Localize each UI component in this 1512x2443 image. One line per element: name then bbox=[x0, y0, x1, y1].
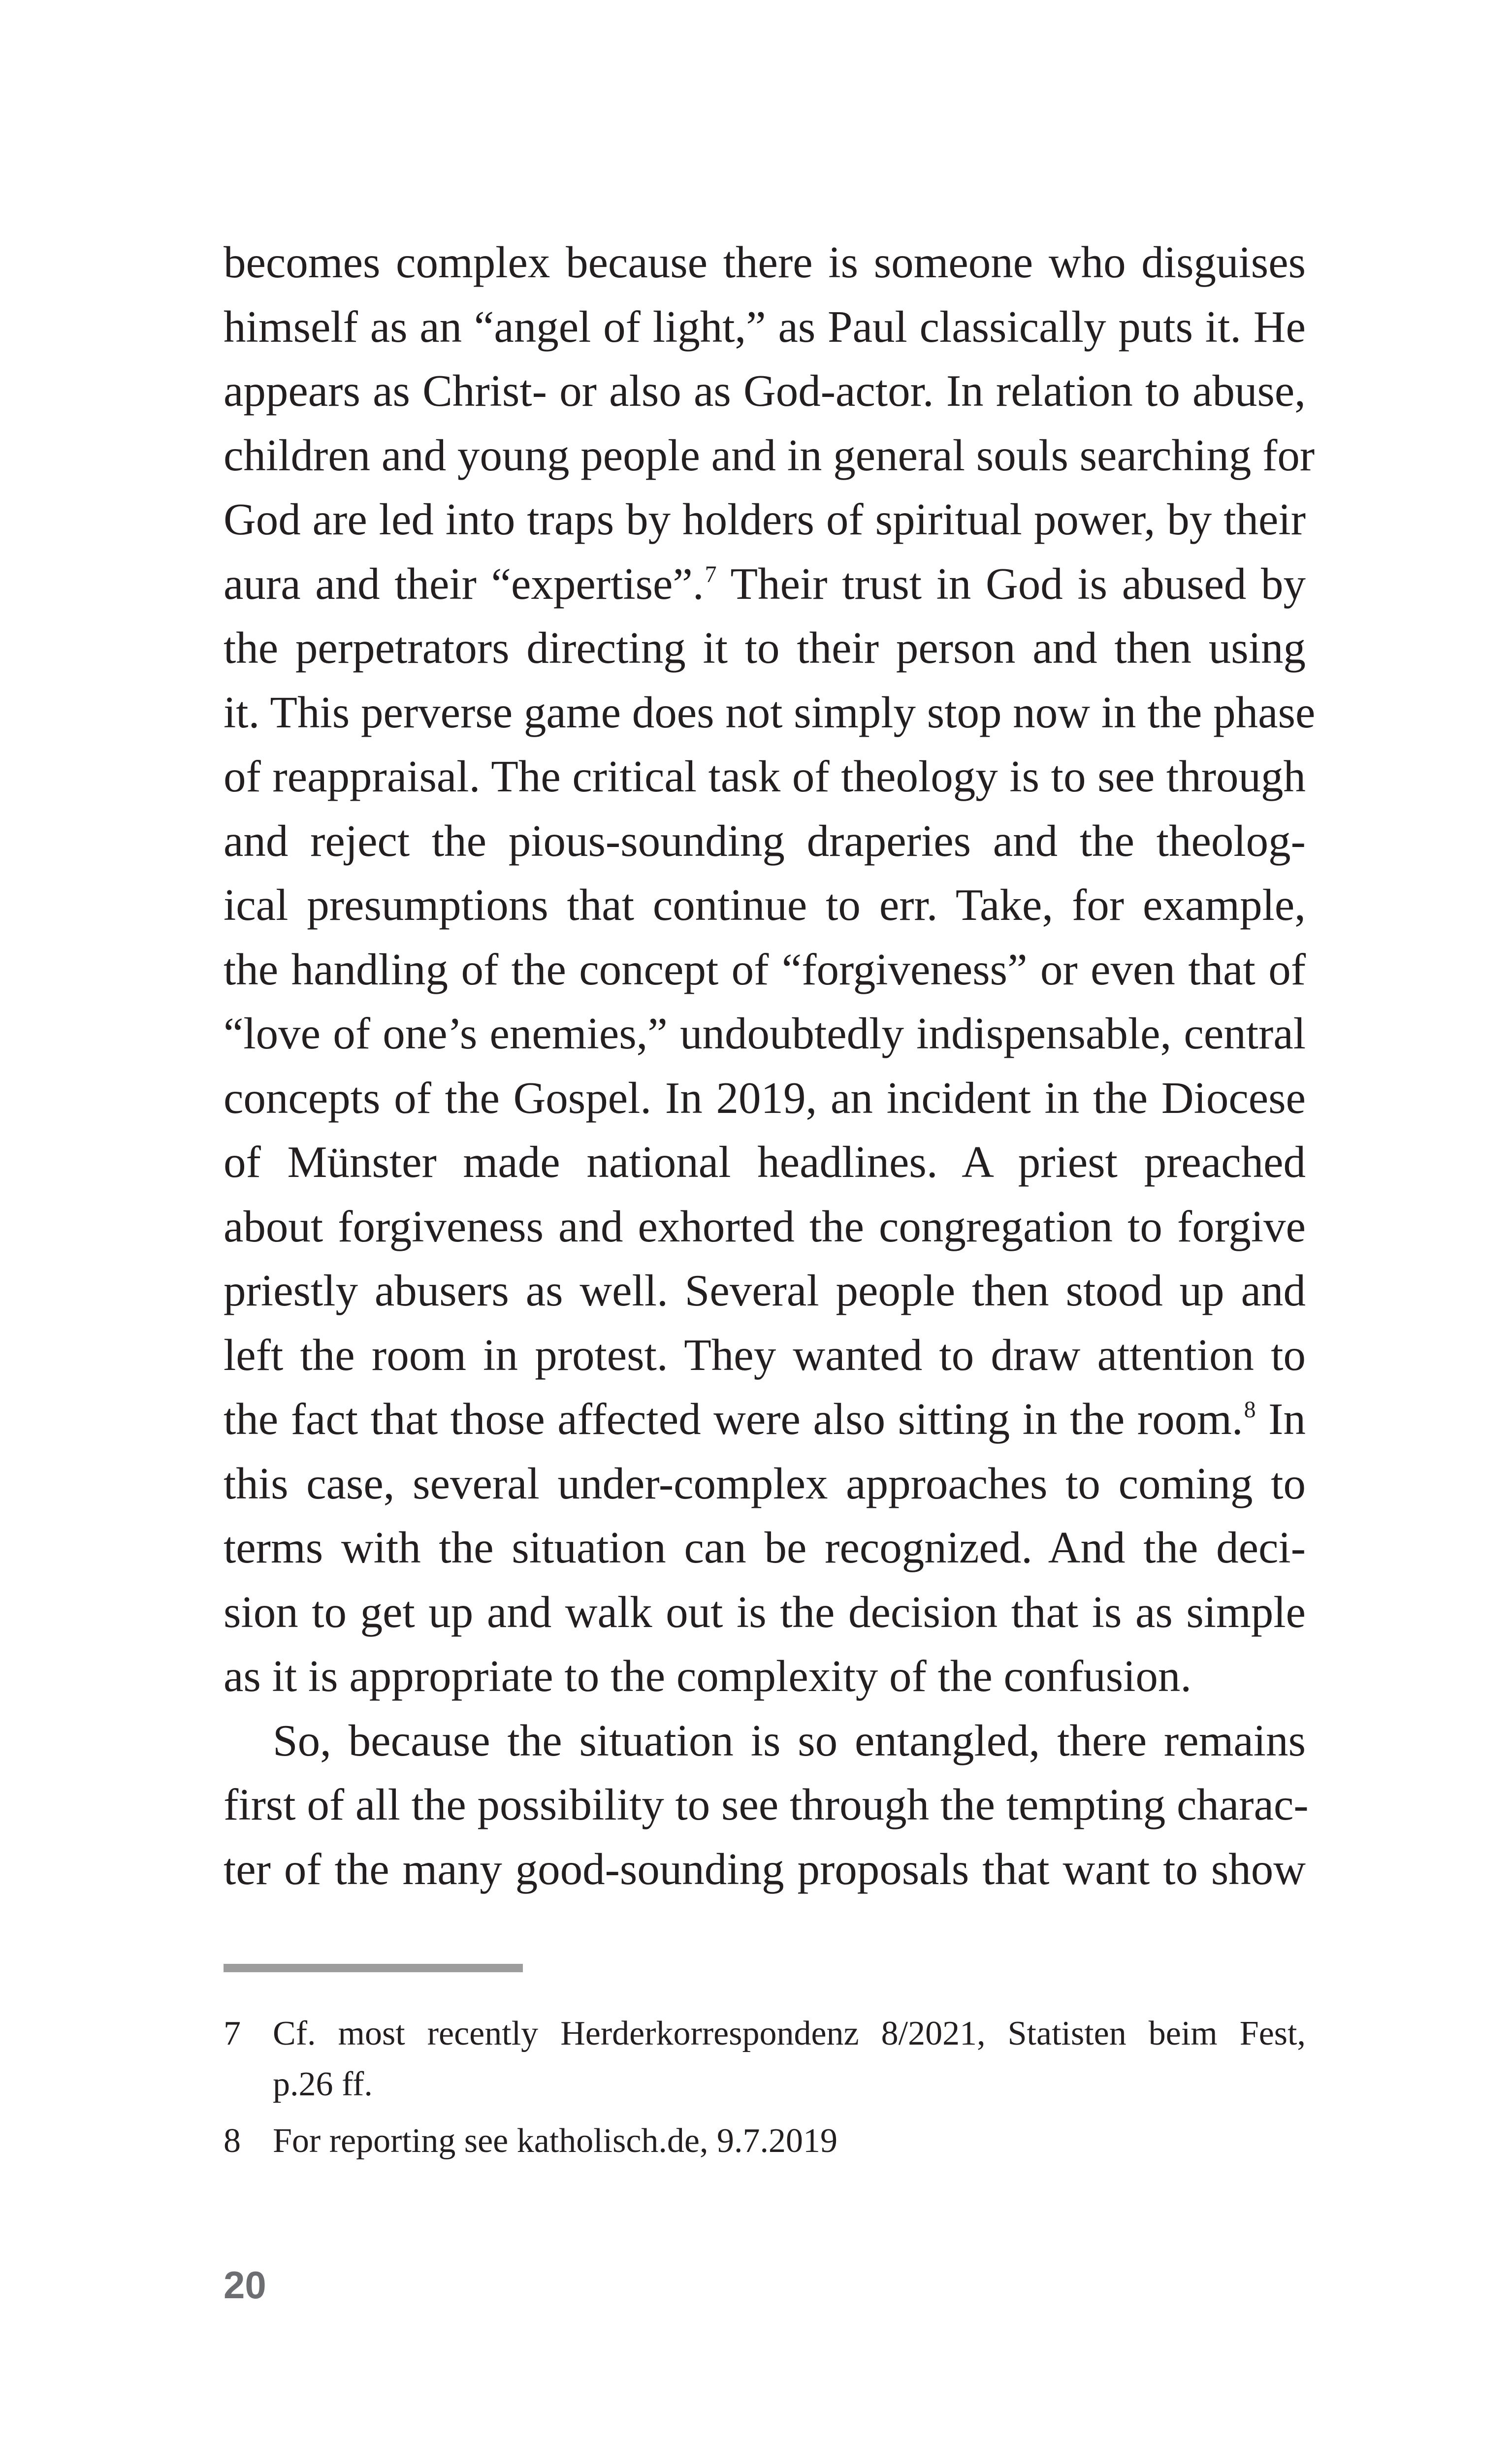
text-line: and reject the pious-sounding draperies and the theolog- bbox=[224, 815, 1306, 866]
text-line: about forgiveness and exhorted the congregation to forgive bbox=[224, 1201, 1306, 1251]
text-line bbox=[224, 552, 1306, 617]
text-line: of reappraisal. The critical task of theology is to see through bbox=[224, 751, 1306, 801]
footnote-line: For reporting see katholisch.de, 9.7.2019 bbox=[273, 2122, 838, 2160]
text-line bbox=[224, 1387, 1306, 1452]
footnote-text bbox=[273, 2116, 1306, 2166]
text-line: of Münster made national headlines. A priest preached bbox=[224, 1137, 1306, 1187]
text-segment: Their trust in God is abused by bbox=[716, 558, 1306, 609]
text-line: priestly abusers as well. Several people then stood up and bbox=[224, 1266, 1306, 1315]
text-line: as it is appropriate to the complexity of the confusion. bbox=[224, 1651, 1192, 1701]
text-line: the handling of the concept of “forgiveness” or even that of bbox=[224, 944, 1306, 994]
text-line: terms with the situation can be recognized. And the deci- bbox=[224, 1523, 1306, 1572]
text-line: concepts of the Gospel. In 2019, an incident in the Diocese bbox=[224, 1073, 1306, 1123]
text-segment: In bbox=[1255, 1394, 1306, 1444]
page-number: 20 bbox=[224, 2263, 266, 2307]
footnote-line: p.26 ff. bbox=[273, 2065, 373, 2103]
text-line: left the room in protest. They wanted to draw attention to bbox=[224, 1330, 1306, 1380]
footnote-number: 7 bbox=[224, 2015, 241, 2052]
text-line: ter of the many good-sounding proposals that want to show bbox=[224, 1844, 1306, 1894]
text-line: appears as Christ- or also as God-actor. In relation to abuse, bbox=[224, 366, 1306, 416]
body-text bbox=[224, 230, 1316, 1901]
footnotes bbox=[224, 2008, 1306, 2166]
text-line: this case, several under-complex approaches to coming to bbox=[224, 1458, 1306, 1508]
text-segment: the fact that those affected were also sitting in the room. bbox=[224, 1394, 1243, 1444]
text-line: ical presumptions that continue to err. Take, for example, bbox=[224, 880, 1306, 930]
text-line: himself as an “angel of light,” as Paul classically puts it. He bbox=[224, 301, 1306, 352]
text-line: the perpetrators directing it to their person and then using bbox=[224, 623, 1306, 673]
footnote-reference-7: 7 bbox=[705, 561, 717, 587]
footnote-reference-8: 8 bbox=[1244, 1397, 1256, 1423]
footnote-separator bbox=[224, 1964, 523, 1972]
text-segment: aura and their “expertise”. bbox=[224, 558, 704, 609]
text-line: children and young people and in general souls searching for bbox=[224, 430, 1315, 480]
text-line: becomes complex because there is someone who disguises bbox=[224, 237, 1306, 287]
footnote-7 bbox=[224, 2008, 1306, 2110]
text-line: “love of one’s enemies,” undoubtedly indispensable, central bbox=[224, 1009, 1306, 1058]
text-line: it. This perverse game does not simply stop now in the phase bbox=[224, 687, 1316, 737]
text-line: first of all the possibility to see through the tempting charac- bbox=[224, 1780, 1309, 1829]
paragraph-first-line: So, because the situation is so entangled, there remains bbox=[273, 1715, 1306, 1765]
footnote-number: 8 bbox=[224, 2122, 241, 2160]
text-line: God are led into traps by holders of spiritual power, by their bbox=[224, 494, 1306, 544]
footnote-text bbox=[273, 2008, 1306, 2110]
footnote-8 bbox=[224, 2116, 1306, 2166]
text-line: sion to get up and walk out is the decision that is as simple bbox=[224, 1587, 1306, 1637]
footnote-line: Cf. most recently Herderkorrespondenz 8/2021, Statisten beim Fest, bbox=[273, 2015, 1306, 2052]
